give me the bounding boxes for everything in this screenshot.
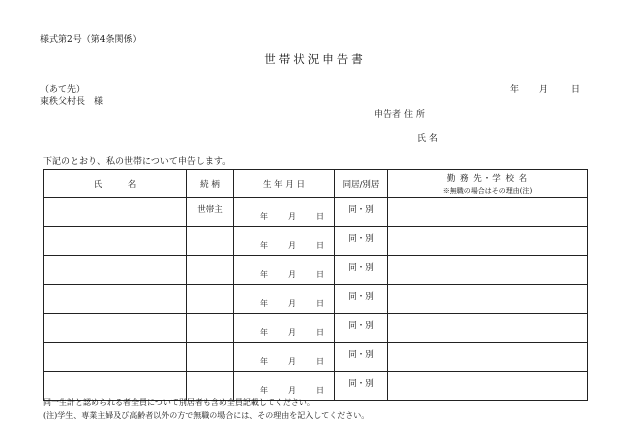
table-row <box>44 198 588 227</box>
birth-month-label: 月 <box>288 270 296 279</box>
name-label: 氏 名 <box>417 134 438 144</box>
header-name: 氏 名 <box>44 170 187 198</box>
occupation-cell[interactable] <box>388 227 588 256</box>
header-occupation <box>388 170 588 198</box>
relationship-value: 世帯主 <box>197 205 223 215</box>
relationship-cell[interactable] <box>187 198 234 227</box>
birthdate-cell[interactable] <box>234 198 335 227</box>
header-occupation-label: 勤 務 先・学 校 名 <box>446 173 529 184</box>
birth-day-label: 日 <box>316 386 324 395</box>
cohabitation-cell[interactable] <box>335 227 388 256</box>
cohabitation-options: 同・別 <box>348 292 374 302</box>
birth-month-label: 月 <box>288 241 296 250</box>
form-number: 様式第2号（第4条関係） <box>40 35 142 45</box>
cohabitation-cell[interactable] <box>335 198 388 227</box>
birth-day-label: 日 <box>316 299 324 308</box>
occupation-cell[interactable] <box>388 372 588 401</box>
applicant-label: 申告者 <box>374 110 402 120</box>
table-row <box>44 256 588 285</box>
birthdate-cell[interactable] <box>234 285 335 314</box>
date-year-label: 年 <box>510 85 520 95</box>
birth-day-label: 日 <box>316 212 324 221</box>
addressee: 東秩父村長 様 <box>40 97 104 107</box>
intro-text: 下記のとおり、私の世帯について申告します。 <box>43 157 232 167</box>
table-row <box>44 285 588 314</box>
occupation-cell[interactable] <box>388 314 588 343</box>
table-row <box>44 227 588 256</box>
page-title: 世帯状況申告書 <box>264 52 366 66</box>
occupation-cell[interactable] <box>388 343 588 372</box>
name-cell[interactable] <box>44 256 187 285</box>
footnote-2: (注)学生、専業主婦及び高齢者以外の方で無職の場合には、その理由を記入してください。 <box>43 411 370 420</box>
relationship-cell[interactable] <box>187 227 234 256</box>
cohabitation-cell[interactable] <box>335 285 388 314</box>
birthdate-cell[interactable] <box>234 372 335 401</box>
cohabitation-options: 同・別 <box>348 205 374 215</box>
birth-year-label: 年 <box>260 212 268 221</box>
birth-year-label: 年 <box>260 357 268 366</box>
birth-year-label: 年 <box>260 299 268 308</box>
header-occupation-note: ※無職の場合はその理由(注) <box>442 186 533 195</box>
birth-month-label: 月 <box>288 328 296 337</box>
cohabitation-cell[interactable] <box>335 314 388 343</box>
footnote-1: 同一生計と認められる者全員について別居者も含め全員記載してください。 <box>43 398 315 407</box>
occupation-cell[interactable] <box>388 198 588 227</box>
table-row <box>44 372 588 401</box>
birth-month-label: 月 <box>288 299 296 308</box>
name-cell[interactable] <box>44 372 187 401</box>
birthdate-cell[interactable] <box>234 314 335 343</box>
name-cell[interactable] <box>44 343 187 372</box>
birth-month-label: 月 <box>288 212 296 221</box>
occupation-cell[interactable] <box>388 285 588 314</box>
birth-year-label: 年 <box>260 386 268 395</box>
birth-month-label: 月 <box>288 357 296 366</box>
birthdate-cell[interactable] <box>234 227 335 256</box>
birth-day-label: 日 <box>316 241 324 250</box>
name-cell[interactable] <box>44 198 187 227</box>
relationship-cell[interactable] <box>187 372 234 401</box>
cohabitation-options: 同・別 <box>348 379 374 389</box>
birth-day-label: 日 <box>316 270 324 279</box>
cohabitation-cell[interactable] <box>335 372 388 401</box>
birth-month-label: 月 <box>288 386 296 395</box>
household-table <box>43 169 588 401</box>
header-relationship: 続 柄 <box>187 170 234 198</box>
relationship-cell[interactable] <box>187 285 234 314</box>
name-cell[interactable] <box>44 227 187 256</box>
cohabitation-cell[interactable] <box>335 343 388 372</box>
birth-year-label: 年 <box>260 328 268 337</box>
table-row <box>44 343 588 372</box>
name-cell[interactable] <box>44 314 187 343</box>
birthdate-cell[interactable] <box>234 343 335 372</box>
birth-day-label: 日 <box>316 328 324 337</box>
address-label: 住 所 <box>404 110 425 120</box>
date-month-label: 月 <box>539 85 549 95</box>
addressee-prefix: （あて先） <box>40 85 86 95</box>
header-birthdate: 生 年 月 日 <box>234 170 335 198</box>
name-cell[interactable] <box>44 285 187 314</box>
cohabitation-options: 同・別 <box>348 234 374 244</box>
birth-year-label: 年 <box>260 241 268 250</box>
table-header-row <box>44 170 588 198</box>
table-row <box>44 314 588 343</box>
cohabitation-options: 同・別 <box>348 321 374 331</box>
occupation-cell[interactable] <box>388 256 588 285</box>
birth-day-label: 日 <box>316 357 324 366</box>
relationship-cell[interactable] <box>187 256 234 285</box>
birthdate-cell[interactable] <box>234 256 335 285</box>
cohabitation-cell[interactable] <box>335 256 388 285</box>
cohabitation-options: 同・別 <box>348 350 374 360</box>
relationship-cell[interactable] <box>187 314 234 343</box>
date-day-label: 日 <box>571 85 581 95</box>
birth-year-label: 年 <box>260 270 268 279</box>
cohabitation-options: 同・別 <box>348 263 374 273</box>
relationship-cell[interactable] <box>187 343 234 372</box>
header-cohabitation: 同居/別居 <box>335 170 388 198</box>
